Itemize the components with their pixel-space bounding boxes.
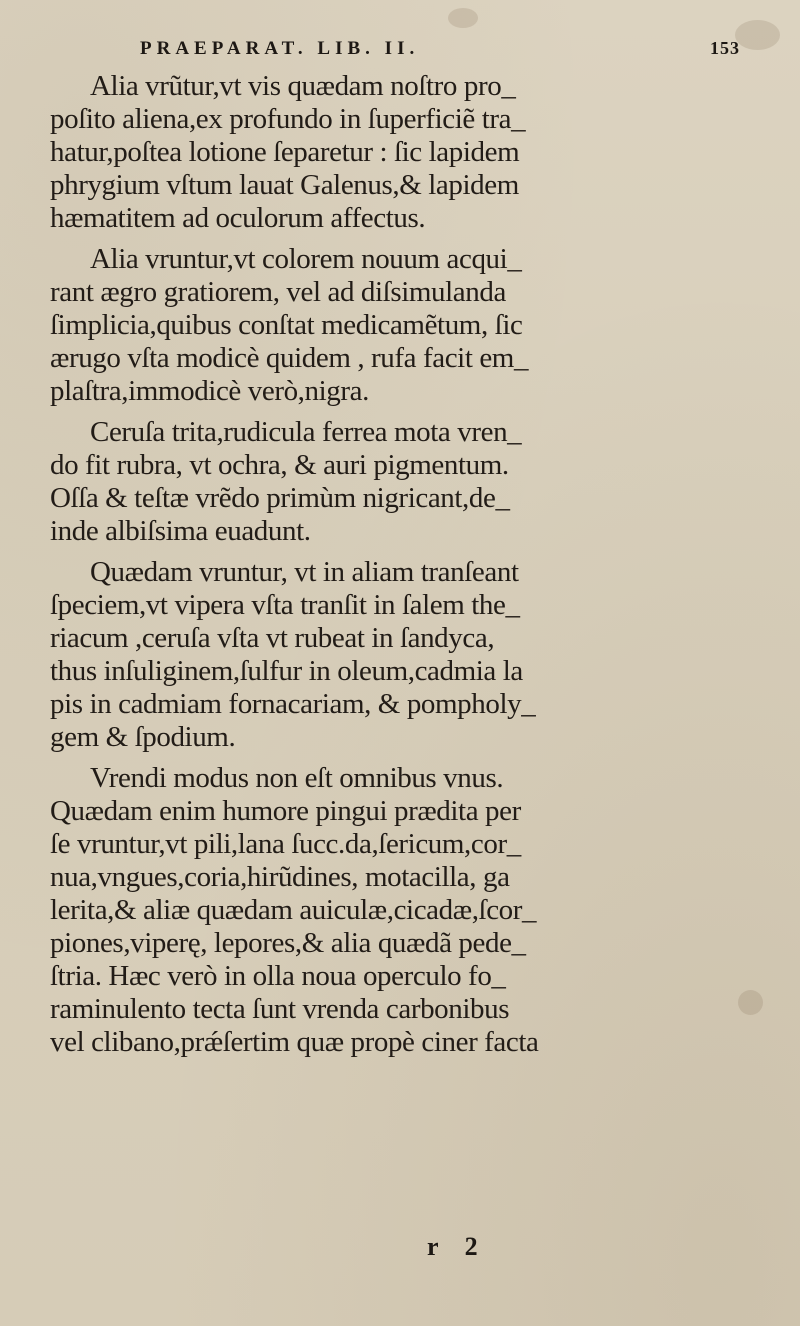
running-head-title: PRAEPARAT. LIB. II. xyxy=(140,38,420,59)
text-line: nua,vngues,coria,hirũdines, motacilla, ga xyxy=(50,861,510,893)
body-text xyxy=(50,70,650,1059)
text-line: hatur,poſtea lotione ſeparetur : ſic lapidem xyxy=(50,136,520,168)
text-line: ærugo vſta modicè quidem , rufa facit em_ xyxy=(50,342,529,374)
text-line: pis in cadmiam fornacariam, & pompholy_ xyxy=(50,688,536,720)
text-line: ſimplicia,quibus conſtat medicamẽtum, ſic xyxy=(50,309,523,341)
text-line: thus inſuliginem,ſulfur in oleum,cadmia la xyxy=(50,655,523,687)
text-line: hæmatitem ad oculorum affectus. xyxy=(50,202,426,234)
paper-stain xyxy=(735,20,780,50)
text-line: riacum ,ceruſa vſta vt rubeat in ſandyca, xyxy=(50,622,495,654)
text-line: Oſſa & teſtæ vrẽdo primùm nigricant,de_ xyxy=(50,482,510,514)
text-line: piones,viperę, lepores,& alia quædã pede_ xyxy=(50,927,526,959)
text-line: Vrendi modus non eſt omnibus vnus. xyxy=(90,762,504,794)
text-line: inde albiſsima euadunt. xyxy=(50,515,311,547)
text-line: ſpeciem,vt vipera vſta tranſit in ſalem the_ xyxy=(50,589,520,621)
text-line: ſe vruntur,vt pili,lana ſucc.da,ſericum,cor_ xyxy=(50,828,521,860)
text-line: lerita,& aliæ quædam auiculæ,cicadæ,ſcor_ xyxy=(50,894,537,926)
text-line: do fit rubra, vt ochra, & auri pigmentum. xyxy=(50,449,509,481)
text-line: phrygium vſtum lauat Galenus,& lapidem xyxy=(50,169,519,201)
text-line: Ceruſa trita,rudicula ferrea mota vren_ xyxy=(90,416,522,448)
text-line: rant ægro gratiorem, vel ad diſsimulanda xyxy=(50,276,506,308)
text-line: Quædam vruntur, vt in aliam tranſeant xyxy=(90,556,519,588)
page-number: 153 xyxy=(710,38,740,58)
paper-stain xyxy=(738,990,763,1015)
running-head xyxy=(140,30,740,66)
text-line: gem & ſpodium. xyxy=(50,721,236,753)
text-line: Quædam enim humore pingui prædita per xyxy=(50,795,521,827)
text-line: Alia vrũtur,vt vis quædam noſtro pro_ xyxy=(90,70,516,102)
text-line: plaſtra,immodicè verò,nigra. xyxy=(50,375,369,407)
text-line: vel clibano,prǽſertim quæ propè ciner facta xyxy=(50,1026,539,1058)
text-line: poſito aliena,ex profundo in ſuperficiẽ tra_ xyxy=(50,103,526,135)
paper-stain xyxy=(448,8,478,28)
signature-mark: r 2 xyxy=(427,1232,488,1261)
text-line: raminulento tecta ſunt vrenda carbonibus xyxy=(50,993,510,1025)
text-line: Alia vruntur,vt colorem nouum acqui_ xyxy=(90,243,522,275)
text-line: ſtria. Hæc verò in olla noua operculo fo_ xyxy=(50,960,506,992)
